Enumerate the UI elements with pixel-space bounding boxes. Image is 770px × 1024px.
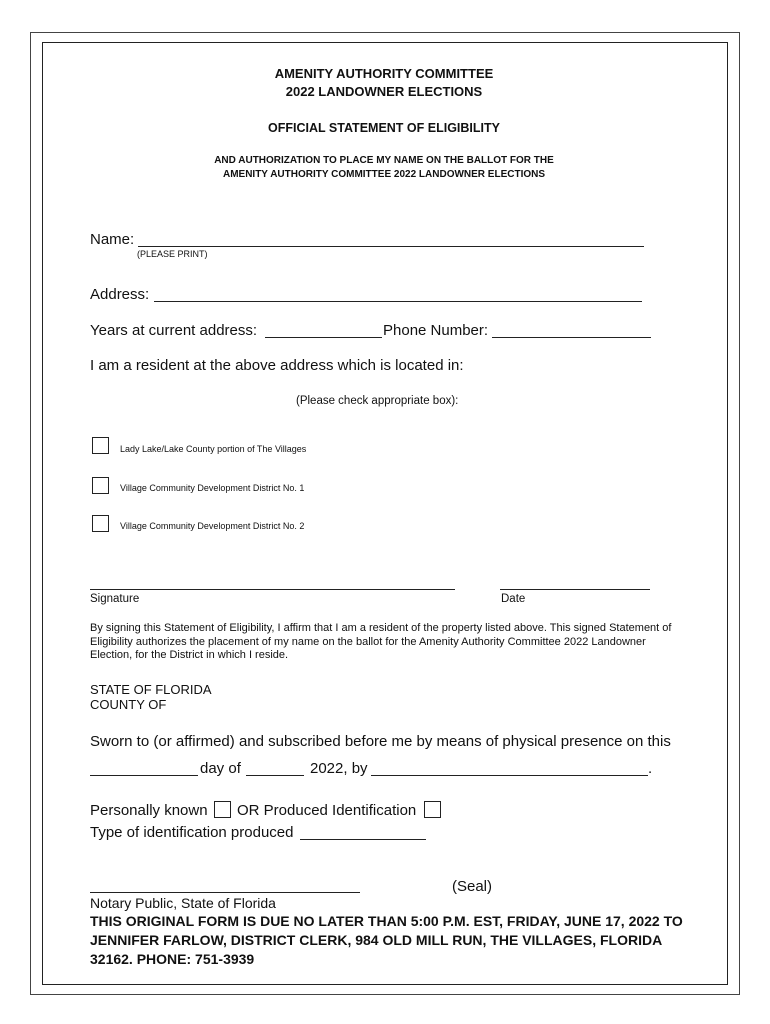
produced-id-checkbox[interactable] <box>424 801 441 818</box>
year-by-label: 2022, by <box>310 760 368 777</box>
years-label: Years at current address: <box>90 322 258 339</box>
date-field[interactable] <box>500 589 650 590</box>
signature-field[interactable] <box>90 589 455 590</box>
personally-known-checkbox[interactable] <box>214 801 231 818</box>
signature-label: Signature <box>90 593 140 605</box>
personally-known-label: Personally known <box>90 802 208 819</box>
phone-field[interactable] <box>492 337 651 338</box>
affiant-name-field[interactable] <box>371 775 648 776</box>
committee-heading: AMENITY AUTHORITY COMMITTEE <box>274 66 494 81</box>
inner-border <box>42 42 728 985</box>
deadline-notice: THIS ORIGINAL FORM IS DUE NO LATER THAN 5:00 P.M. EST, FRIDAY, JUNE 17, 2022 TO JENNIFER FARLOW, DISTRICT CLERK, 984 OLD MILL RUN, THE VILLAGES, FLORIDA 32162. PHONE: 751-3939 <box>90 913 683 967</box>
resident-statement: I am a resident at the above address which is located in: <box>90 357 464 374</box>
produced-id-label: OR Produced Identification <box>237 802 417 819</box>
notary-label: Notary Public, State of Florida <box>90 895 276 911</box>
authorization-line-1: AND AUTHORIZATION TO PLACE MY NAME ON THE BALLOT FOR THE <box>214 155 554 166</box>
years-field[interactable] <box>265 337 382 338</box>
sworn-period: . <box>648 760 653 777</box>
day-of-label: day of <box>200 760 241 777</box>
state-label: STATE OF FLORIDA <box>90 682 212 697</box>
name-label: Name: <box>90 231 135 248</box>
seal-label: (Seal) <box>452 878 493 895</box>
notary-signature-field[interactable] <box>90 892 360 893</box>
option-district-1-checkbox[interactable] <box>92 477 109 494</box>
elections-heading: 2022 LANDOWNER ELECTIONS <box>285 84 483 99</box>
option-district-2-label: Village Community Development District No. 2 <box>120 521 305 531</box>
id-type-field[interactable] <box>300 839 426 840</box>
month-field[interactable] <box>246 775 304 776</box>
sworn-statement: Sworn to (or affirmed) and subscribed before me by means of physical presence on this <box>90 733 671 750</box>
please-print-note: (PLEASE PRINT) <box>137 249 208 259</box>
date-label: Date <box>501 593 526 605</box>
phone-label: Phone Number: <box>383 322 489 339</box>
option-lady-lake-checkbox[interactable] <box>92 437 109 454</box>
option-district-1-label: Village Community Development District No. 1 <box>120 483 305 493</box>
authorization-line-2: AMENITY AUTHORITY COMMITTEE 2022 LANDOWNER ELECTIONS <box>222 169 546 180</box>
name-field[interactable] <box>138 246 644 247</box>
option-lady-lake-label: Lady Lake/Lake County portion of The Villages <box>120 444 307 454</box>
option-district-2-checkbox[interactable] <box>92 515 109 532</box>
check-instruction: (Please check appropriate box): <box>296 395 459 407</box>
day-field[interactable] <box>90 775 198 776</box>
county-label: COUNTY OF <box>90 697 167 712</box>
id-type-label: Type of identification produced <box>90 824 294 841</box>
affirmation-paragraph: By signing this Statement of Eligibility, I affirm that I am a resident of the property listed above. This signed Statement of Eligibility authorizes the placement of my name on the ballot for the Amenity Authority Committee 2022 Landowner Election, for the District in which I reside. <box>90 622 672 661</box>
address-field[interactable] <box>154 301 642 302</box>
address-label: Address: <box>90 286 150 303</box>
form-title: OFFICIAL STATEMENT OF ELIGIBILITY <box>268 121 500 135</box>
